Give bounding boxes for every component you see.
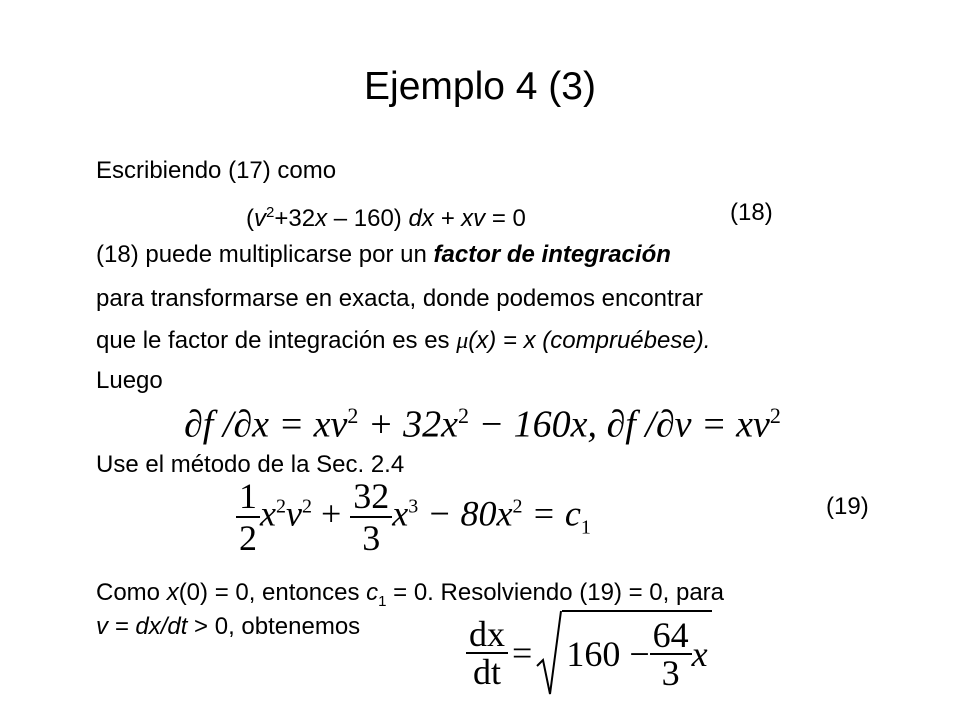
mu-symbol: μ: [456, 328, 469, 354]
eq18-open: (: [246, 205, 254, 232]
eq20-r1: 160 −: [566, 634, 650, 674]
eq19-sub1: 1: [580, 516, 591, 539]
partials-p1: 2: [347, 403, 359, 428]
line8-b: (0) = 0, entonces: [178, 579, 367, 606]
line5-prefix: que le factor de integración es es: [96, 327, 457, 354]
line3-prefix: (18) puede multiplicarse por un: [96, 241, 434, 268]
equation-18: [246, 198, 526, 234]
partial-derivatives-equation: [184, 392, 781, 449]
text-line-6: Luego: [96, 367, 163, 394]
eq18-sup: 2: [266, 204, 275, 221]
eq19-t1q: 2: [301, 495, 312, 518]
eq20-num: dx: [466, 616, 508, 654]
eq19-t1a: x: [260, 493, 276, 534]
eq19-number: (19): [826, 493, 869, 520]
eq20-radicand: [562, 610, 711, 696]
eq20-fnum: 64: [650, 617, 692, 655]
eq19-t3: − 80x: [418, 493, 513, 534]
equation-20: [466, 610, 712, 696]
line8-d: = 0. Resolviendo (19) = 0, para: [386, 579, 725, 606]
partials-p3: 2: [769, 403, 781, 428]
eq19-frac1-den: 2: [239, 518, 257, 558]
equation-19: [236, 476, 591, 558]
eq18-number: (18): [730, 199, 773, 226]
eq19-plus: +: [311, 493, 351, 534]
eq20-den: dt: [472, 652, 501, 692]
eq19-t3p: 2: [512, 495, 523, 518]
eq19-frac2: [350, 476, 392, 558]
line8-c: c: [366, 579, 379, 606]
text-line-1: Escribiendo (17) como: [96, 157, 337, 184]
eq19-frac2-num: 32: [350, 476, 392, 518]
eq18-dx: dx: [408, 205, 434, 232]
line9-b: > 0, obtenemos: [187, 613, 361, 640]
eq18-xv: xv: [461, 205, 486, 232]
line3-emph: factor de integración: [433, 241, 671, 268]
eq20-fden: 3: [661, 653, 680, 693]
line9-a: v = dx/dt: [96, 613, 188, 640]
eq19-t1b: v: [285, 493, 302, 534]
text-line-5: [96, 326, 710, 356]
eq20-x: x: [691, 634, 708, 674]
eq18-plus32: +32: [274, 205, 316, 232]
text-line-3: [96, 240, 671, 270]
line8-sub: 1: [378, 592, 387, 610]
text-line-4: para transformarse en exacta, donde podemos encontrar: [96, 285, 704, 312]
eq18-minus160: – 160): [327, 205, 409, 232]
eq18-x: x: [315, 205, 328, 232]
eq20-sqrt: [536, 610, 711, 696]
eq18-plus: +: [433, 205, 462, 232]
eq20-equals: =: [512, 633, 533, 673]
partials-mid2: − 160x, ∂f /∂v = xv: [468, 403, 770, 446]
eq19-frac1-num: 1: [236, 476, 260, 518]
partials-mid1: + 32x: [358, 403, 458, 446]
radical-sign-icon: [536, 610, 562, 696]
eq19-frac1: [236, 476, 260, 558]
text-line-9: [96, 612, 360, 642]
partials-p2: 2: [457, 403, 469, 428]
eq18-eq0: = 0: [485, 205, 526, 232]
line5-rest: (x) = x (compruébese).: [468, 327, 711, 354]
partials-lhs1: ∂f /∂x = xv: [184, 403, 348, 446]
line8-x: x: [166, 579, 179, 606]
eq19-frac2-den: 3: [362, 518, 381, 558]
eq19-t1p: 2: [275, 495, 286, 518]
slide-title: Ejemplo 4 (3): [364, 65, 596, 108]
eq20-lhs-frac: [466, 616, 508, 690]
eq19-t2p: 3: [408, 495, 419, 518]
eq20-inner-frac: [650, 617, 692, 691]
text-line-7: Use el método de la Sec. 2.4: [96, 451, 405, 478]
eq19-t2a: x: [392, 493, 409, 534]
line8-a: Como: [96, 579, 167, 606]
eq19-eqc: = c: [522, 493, 581, 534]
eq18-v: v: [254, 205, 266, 232]
